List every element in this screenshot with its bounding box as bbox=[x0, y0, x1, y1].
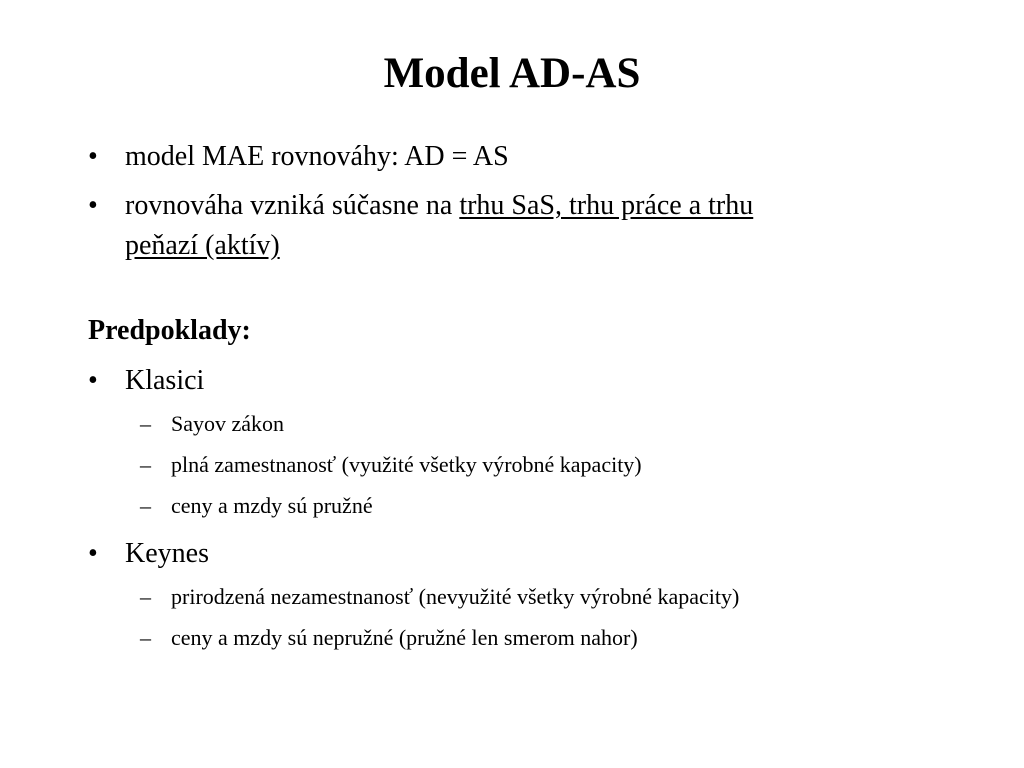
slide-title: Model AD-AS bbox=[383, 50, 641, 97]
bullet-marker: • bbox=[88, 365, 98, 396]
bullet-marker: • bbox=[88, 190, 98, 221]
sub-bullet-text: prirodzená nezamestnanosť (nevyužité všetky výrobné kapacity) bbox=[171, 584, 740, 609]
sub-bullet-marker: – bbox=[140, 452, 151, 477]
bullet-marker: • bbox=[88, 538, 98, 569]
bullet-text: Keynes bbox=[125, 538, 209, 569]
bullet-marker: • bbox=[88, 141, 98, 172]
sub-bullet-text: ceny a mzdy sú pružné bbox=[171, 493, 373, 518]
sub-bullet-marker: – bbox=[140, 411, 151, 436]
sub-bullet-marker: – bbox=[140, 625, 151, 650]
bullet-text: Klasici bbox=[125, 365, 205, 396]
sub-bullet-text: plná zamestnanosť (využité všetky výrobné kapacity) bbox=[171, 452, 642, 477]
underlined-text: peňazí (aktív) bbox=[125, 230, 280, 261]
bullet-text bbox=[125, 189, 753, 222]
bullet-text: model MAE rovnováhy: AD = AS bbox=[125, 141, 509, 172]
section-heading: Predpoklady: bbox=[88, 315, 251, 346]
underlined-text: trhu SaS, trhu práce a trhu bbox=[459, 190, 754, 221]
sub-bullet-text: Sayov zákon bbox=[171, 411, 285, 436]
bullet-text-prefix: rovnováha vzniká súčasne na bbox=[125, 190, 460, 221]
sub-bullet-text: ceny a mzdy sú nepružné (pružné len smerom nahor) bbox=[171, 625, 638, 650]
sub-bullet-marker: – bbox=[140, 584, 151, 609]
sub-bullet-marker: – bbox=[140, 493, 151, 518]
